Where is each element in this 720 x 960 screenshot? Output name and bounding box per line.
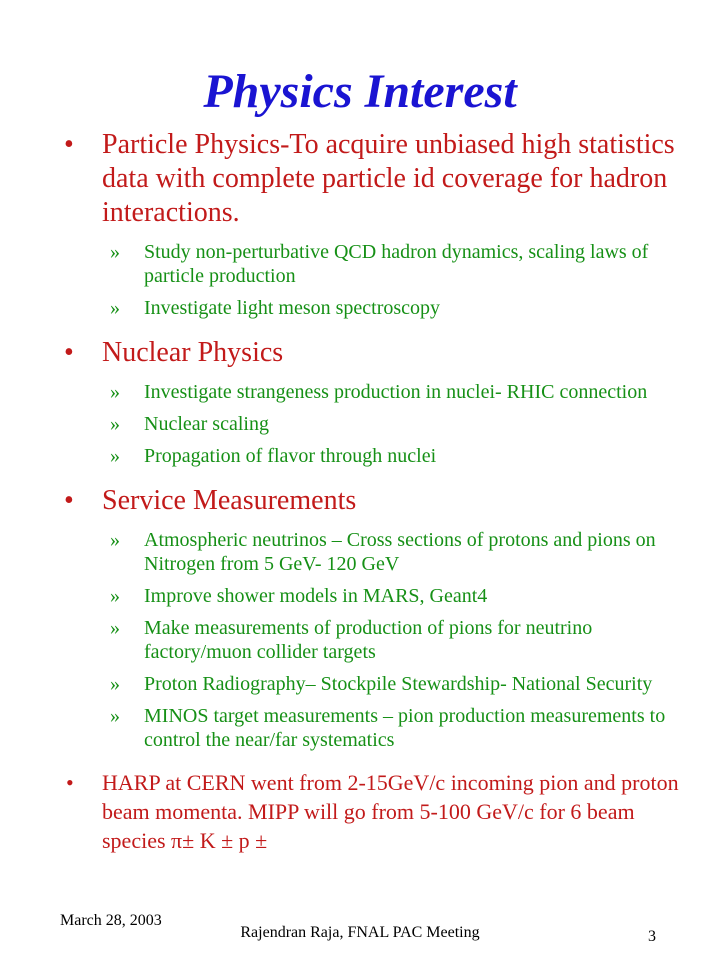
sub-bullet-icon: »: [110, 529, 120, 551]
bullet-service-measurements: [60, 484, 700, 518]
sub-list-particle-physics: [60, 240, 700, 320]
sub-item: [60, 704, 700, 752]
bullet-icon: •: [66, 770, 74, 795]
sub-item-text: MINOS target measurements – pion production measurements to control the near/far systematics: [144, 705, 666, 751]
sub-list-service-measurements: [60, 528, 700, 752]
bullet-text: HARP at CERN went from 2-15GeV/c incoming pion and proton beam momenta. MIPP will go from 5-100 GeV/c for 6 beam species π± K ± p ±: [102, 770, 679, 853]
bullet-text: Nuclear Physics: [102, 337, 284, 368]
sub-bullet-icon: »: [110, 445, 120, 467]
sub-item: [60, 528, 700, 576]
sub-item-text: Atmospheric neutrinos – Cross sections of protons and pions on Nitrogen from 5 GeV- 120 GeV: [144, 529, 656, 575]
sub-bullet-icon: »: [110, 673, 120, 695]
sub-item: [60, 240, 700, 288]
sub-item-text: Nuclear scaling: [144, 413, 269, 435]
sub-bullet-icon: »: [110, 705, 120, 727]
sub-bullet-icon: »: [110, 381, 120, 403]
bullet-particle-physics: [60, 128, 700, 230]
bullet-nuclear-physics: [60, 336, 700, 370]
bullet-icon: •: [64, 337, 74, 368]
sub-item-text: Make measurements of production of pions for neutrino factory/muon collider targets: [144, 617, 593, 663]
sub-bullet-icon: »: [110, 297, 120, 319]
sub-item: [60, 672, 700, 696]
sub-item: [60, 380, 700, 404]
footer-presenter: Rajendran Raja, FNAL PAC Meeting: [240, 924, 480, 941]
sub-item: [60, 616, 700, 664]
sub-bullet-icon: »: [110, 413, 120, 435]
sub-bullet-icon: »: [110, 241, 120, 263]
sub-item: [60, 584, 700, 608]
sub-list-nuclear-physics: [60, 380, 700, 468]
sub-item-text: Investigate strangeness production in nuclei- RHIC connection: [144, 381, 648, 403]
bullet-text: Particle Physics-To acquire unbiased high statistics data with complete particle id coverage for hadron interactions.: [102, 129, 675, 228]
sub-item: [60, 444, 700, 468]
sub-item-text: Investigate light meson spectroscopy: [144, 297, 441, 319]
sub-bullet-icon: »: [110, 585, 120, 607]
slide-title: Physics Interest: [203, 65, 517, 118]
bullet-text: Service Measurements: [102, 485, 357, 516]
bullet-harp-mipp: [60, 768, 700, 855]
sub-item-text: Propagation of flavor through nuclei: [144, 445, 437, 467]
sub-item: [60, 412, 700, 436]
bullet-icon: •: [64, 485, 74, 516]
footer-date: March 28, 2003: [60, 912, 162, 929]
sub-item-text: Study non-perturbative QCD hadron dynamics, scaling laws of particle production: [144, 241, 649, 287]
sub-item-text: Proton Radiography– Stockpile Stewardship- National Security: [144, 673, 653, 695]
sub-item: [60, 296, 700, 320]
sub-item-text: Improve shower models in MARS, Geant4: [144, 585, 488, 607]
page-number: 3: [648, 928, 656, 945]
slide-content: [60, 128, 700, 855]
sub-bullet-icon: »: [110, 617, 120, 639]
bullet-icon: •: [64, 129, 74, 160]
